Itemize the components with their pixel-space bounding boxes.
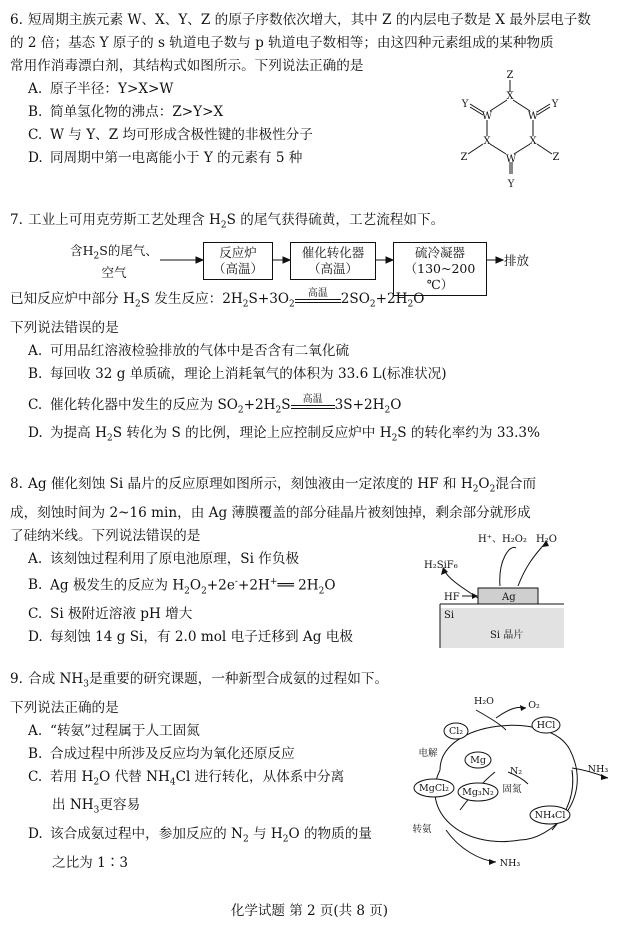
flow-box-condenser: 硫冷凝器 （130~200 ℃） — [393, 242, 487, 296]
q6-structure-diagram — [450, 66, 570, 194]
atom-label: X — [529, 136, 537, 147]
option-b: B. Ag 极发生的反应为 $H_2O_2+2e^-+2H^+══$ $2H_2O$ — [28, 576, 336, 596]
si-wafer — [440, 608, 564, 648]
label-cl2: Cl₂ — [448, 726, 464, 737]
label-amination: 转氨 — [412, 824, 432, 835]
option-a: A. 可用品红溶液检验排放的气体中是否含有二氧化硫 — [28, 342, 350, 359]
flow-output: 排放 — [504, 253, 530, 268]
label-nh3-bottom: NH₃ — [499, 858, 521, 869]
atom-label: W — [481, 111, 493, 122]
known-reaction: 已知反应炉中部分 $H_2S$ 发生反应：$2H_2S+3O_2$ 高温 $2SO_2+2H_2O$ — [10, 288, 425, 310]
atom-label: W — [505, 154, 517, 165]
atom-label: Z — [552, 152, 560, 163]
option-a: A. 该刻蚀过程利用了原电池原理，Si 作负极 — [28, 550, 300, 567]
atom-label: X — [483, 136, 491, 147]
option-a: A. 原子半径：Y>X>W — [28, 81, 174, 97]
label-nh4cl: NH₄Cl — [534, 810, 566, 821]
label-mgcl2: MgCl₂ — [419, 783, 449, 794]
label-h2o: H₂O — [536, 534, 557, 545]
q7-process-flow — [70, 240, 610, 292]
flow-box-furnace: 反应炉 （高温） — [203, 242, 273, 280]
flow-input: 含$H_2S$的尾气、 空气 — [70, 243, 158, 280]
reaction-arrow: 高温 — [295, 298, 341, 303]
atom-label: X — [506, 91, 514, 102]
label-o2: O₂ — [528, 700, 540, 711]
option-d: D. 为提高 $H_2S$ 转化为 S 的比例，理论上应控制反应炉中 $H_2S$ 的转化率约为 33.3% — [28, 425, 540, 445]
atom-label: W — [527, 111, 539, 122]
option-c: C. 若用 $H_2O$ 代替 $NH_4Cl$ 进行转化，从体系中分离 — [28, 768, 345, 788]
atom-label: Y — [461, 99, 469, 110]
atom-label: Y — [551, 99, 559, 110]
label-h2sif6: H₂SiF₆ — [424, 560, 458, 571]
question-7: 7. 工业上可用克劳斯工艺处理含 $H_2S$ 的尾气获得硫黄，工艺流程如下。 — [10, 212, 445, 231]
option-c: C. W 与 Y、Z 均可形成含极性键的非极性分子 — [28, 127, 313, 143]
atom-label: Y — [507, 179, 515, 190]
option-c-cont: 出 $NH_3$更容易 — [52, 797, 141, 817]
label-fix: 固氮 — [502, 784, 522, 795]
option-d: D. 每刻蚀 14 g Si，有 2.0 mol 电子迁移到 Ag 电极 — [28, 628, 353, 645]
label-si-wafer: Si 晶片 — [490, 630, 524, 641]
question-8: 8. Ag 催化刻蚀 Si 晶片的反应原理如图所示，刻蚀液由一定浓度的 HF 和 $H_2O_2$混合而 成，刻蚀时间为 2~16 min，由 Ag 薄膜覆盖的部分硅晶片被刻蚀掉，剩余部分就形成 了硅纳米线。下列说法错误的是 A. 该刻蚀过程利用了原电池原理，Si 作负极 B. Ag 极发生的反应为 $H_2O_2+2e^-+2H^+══$ $2H_2O$ C. Si 极附近溶液 pH 增大 D. 每刻蚀 14 g Si，有 2.0 mol 电子迁移到 Ag 电极 — [10, 473, 610, 649]
option-a: A. “转氨”过程属于人工固氮 — [28, 722, 200, 739]
reaction-arrow: 高温 — [291, 404, 335, 409]
option-b: B. 简单氢化物的沸点：Z>Y>X — [28, 104, 224, 120]
label-n2: N₂ — [509, 766, 523, 777]
option-d-cont: 之比为 1∶3 — [52, 854, 128, 871]
stem-line: 的 2 倍；基态 Y 原子的 s 轨道电子数与 p 轨道电子数相等；由这四种元素组成的某种物质 — [10, 35, 554, 51]
label-ag: Ag — [502, 592, 516, 603]
stem-line: 短周期主族元素 W、X、Y、Z 的原子序数依次增大，其中 Z 的内层电子数是 X 最外层电子数 — [28, 12, 591, 28]
option-d: D. 同周期中第一电离能小于 Y 的元素有 5 种 — [28, 150, 303, 166]
question-7-body: 已知反应炉中部分 $H_2S$ 发生反应：$2H_2S+3O_2$ 高温 $2SO_2+2H_2O$ 下列说法错误的是 A. 可用品红溶液检验排放的气体中是否含有二氧化硫 B. 每回收 32 g 单质硫，理论上消耗氧气的体积为 33.6 L(标准状况) C. 催化转化器中发生的反应为 $SO_2+2H_2S$ 高温 $3S+2H_2O$ D. 为提高 $H_2S$ 转化为 S 的比例，理论上应控制反应炉中 $H_2S$ 的转化率约为 33.3% — [10, 288, 610, 451]
cycle-arc-left — [435, 770, 520, 842]
option-b: B. 每回收 32 g 单质硫，理论上消耗氧气的体积为 33.6 L(标准状况) — [28, 365, 447, 382]
label-nh3-right: NH₃ — [587, 764, 609, 775]
cycle-arc-right — [520, 750, 577, 840]
atom-label: Z — [506, 70, 514, 81]
flow-box-converter: 催化转化器 （高温） — [290, 242, 376, 280]
flow-arrows — [70, 240, 510, 286]
option-d: D. 该合成氨过程中，参加反应的 $N_2$ 与 $H_2O$ 的物质的量 — [28, 826, 372, 845]
label-mg: Mg — [470, 755, 486, 766]
label-si: Si — [444, 610, 455, 621]
label-hf: HF — [444, 592, 460, 603]
label-electrolysis: 电解 — [418, 748, 438, 759]
question-9: 9. 合成 $NH_3$是重要的研究课题，一种新型合成氨的过程如下。 下列说法正确的是 A. “转氨”过程属于人工固氮 B. 合成过程中所涉及反应均为氧化还原反应 C. 若用 $H_2O$ 代替 $NH_4Cl$ 进行转化，从体系中分离 出 $NH_3$更容易 D. 该合成氨过程中，参加反应的 $N_2$ 与 $H_2O$ 的物质的量 之比为 1∶3 — [10, 668, 610, 875]
q9-cycle-diagram — [400, 690, 612, 870]
label-h2o: H₂O — [474, 696, 494, 707]
atom-label: Z — [460, 152, 468, 163]
option-b: B. 合成过程中所涉及反应均为氧化还原反应 — [28, 745, 295, 762]
label-h-h2o2: H⁺、H₂O₂ — [478, 534, 527, 545]
stem-line: 常用作消毒漂白剂，其结构式如图所示。下列说法正确的是 — [10, 58, 364, 74]
option-c: C. Si 极附近溶液 pH 增大 — [28, 605, 193, 622]
page-footer: 化学试题 第 2 页(共 8 页) — [230, 903, 389, 919]
label-mg3n2: Mg₃N₂ — [462, 787, 494, 798]
q8-etching-diagram — [418, 530, 568, 652]
label-hcl: HCl — [536, 720, 556, 731]
question-number: 6. — [10, 12, 23, 28]
option-c: C. 催化转化器中发生的反应为 $SO_2+2H_2S$ 高温 $3S+2H_2O$ — [28, 393, 402, 416]
